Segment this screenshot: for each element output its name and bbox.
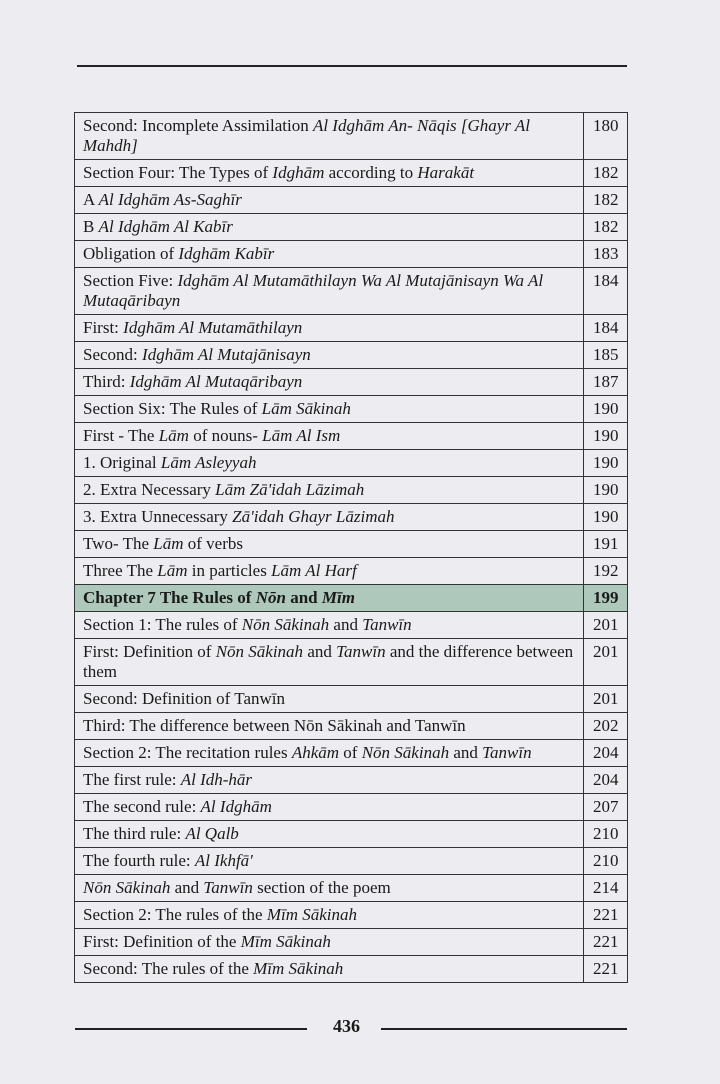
toc-term-italic: Nōn Sākinah [83, 878, 171, 897]
page-number: 436 [333, 1016, 360, 1036]
toc-row [75, 902, 628, 929]
table-of-contents [74, 112, 628, 983]
toc-text: Section 1: The rules of [83, 615, 242, 634]
toc-entry-title [75, 396, 584, 423]
toc-row [75, 315, 628, 342]
toc-entry-title [75, 241, 584, 268]
header-rule [77, 65, 627, 67]
toc-term-italic: Tanwīn [362, 615, 412, 634]
toc-entry-title [75, 767, 584, 794]
toc-text: 1. Original [83, 453, 161, 472]
toc-entry-title [75, 342, 584, 369]
toc-text: First: Definition of the [83, 932, 241, 951]
toc-term-italic: Nōn Sākinah [215, 642, 304, 661]
toc-page-number: 201 [584, 639, 628, 686]
toc-text: Section Six: The Rules of [83, 399, 262, 418]
footer-rule-right [381, 1028, 627, 1030]
toc-entry-title [75, 794, 584, 821]
toc-row [75, 875, 628, 902]
toc-term-italic: Idghām [272, 163, 325, 182]
toc-row [75, 342, 628, 369]
toc-text: The third rule: [83, 824, 186, 843]
toc-entry-title [75, 639, 584, 686]
toc-text: Third: [83, 372, 130, 391]
toc-entry-title [75, 423, 584, 450]
toc-row [75, 531, 628, 558]
toc-entry-title [75, 268, 584, 315]
toc-row [75, 740, 628, 767]
toc-page-number: 191 [584, 531, 628, 558]
toc-page-number: 214 [584, 875, 628, 902]
toc-entry-title [75, 531, 584, 558]
toc-row [75, 767, 628, 794]
toc-text: Second: [83, 345, 143, 364]
toc-page-number: 199 [584, 585, 628, 612]
toc-row [75, 848, 628, 875]
toc-text: of [339, 743, 362, 762]
toc-term-italic: Al Idghām Al Kabīr [98, 217, 233, 236]
toc-page-number: 207 [584, 794, 628, 821]
toc-term-italic: Al Ikhfā' [194, 851, 253, 870]
toc-text: and the difference between them [83, 642, 574, 681]
toc-page-number: 190 [584, 396, 628, 423]
toc-row [75, 558, 628, 585]
toc-text: according to [324, 163, 418, 182]
toc-page-number: 192 [584, 558, 628, 585]
toc-text: Section Five: [83, 271, 178, 290]
toc-term-italic: Tanwīn [482, 743, 532, 762]
toc-entry-title [75, 315, 584, 342]
toc-text: Obligation of [83, 244, 179, 263]
toc-term-italic: Al Idh-hār [180, 770, 253, 789]
toc-page-number: 204 [584, 767, 628, 794]
page-footer [75, 1016, 627, 1040]
toc-text: The second rule: [83, 797, 201, 816]
toc-text: Two- The [83, 534, 154, 553]
toc-entry-title [75, 848, 584, 875]
toc-term-italic: Lām Al Ism [262, 426, 341, 445]
toc-text: Third: The difference between Nōn Sākinah and Tanwīn [83, 716, 466, 735]
toc-page-number: 184 [584, 268, 628, 315]
toc-page-number: 190 [584, 450, 628, 477]
toc-entry-title [75, 740, 584, 767]
toc-term-italic: Lām [157, 561, 188, 580]
toc-page-number: 187 [584, 369, 628, 396]
toc-page-number: 182 [584, 187, 628, 214]
toc-page-number: 221 [584, 956, 628, 983]
toc-term-italic: Al Idghām As-Saghīr [98, 190, 242, 209]
toc-entry-title [75, 585, 584, 612]
footer-rule-left [75, 1028, 307, 1030]
toc-row [75, 369, 628, 396]
toc-term-italic: Idghām Al Mutamāthilayn [123, 318, 303, 337]
toc-page-number: 184 [584, 315, 628, 342]
toc-text: Second: The rules of the [83, 959, 254, 978]
toc-entry-title [75, 612, 584, 639]
toc-page-number: 182 [584, 214, 628, 241]
toc-term-italic: Idghām Kabīr [178, 244, 275, 263]
toc-entry-title [75, 875, 584, 902]
toc-page-number: 210 [584, 848, 628, 875]
toc-entry-title [75, 113, 584, 160]
toc-entry-title [75, 821, 584, 848]
toc-term-italic: Lām Al Harf [271, 561, 357, 580]
toc-row [75, 450, 628, 477]
toc-entry-title [75, 686, 584, 713]
toc-row [75, 160, 628, 187]
toc-term-italic: Mīm Sākinah [240, 932, 331, 951]
toc-text: Section Four: The Types of [83, 163, 273, 182]
toc-entry-title [75, 558, 584, 585]
toc-page-number: 190 [584, 504, 628, 531]
toc-page-number: 180 [584, 113, 628, 160]
toc-page-number: 183 [584, 241, 628, 268]
toc-chapter-row [75, 585, 628, 612]
toc-page-number: 201 [584, 612, 628, 639]
toc-text: Section 2: The recitation rules [83, 743, 292, 762]
toc-page-number: 202 [584, 713, 628, 740]
toc-row [75, 504, 628, 531]
toc-row [75, 929, 628, 956]
toc-text: and [449, 743, 483, 762]
toc-entry-title [75, 504, 584, 531]
toc-entry-title [75, 902, 584, 929]
toc-entry-title [75, 929, 584, 956]
toc-entry-title [75, 956, 584, 983]
toc-page-number: 210 [584, 821, 628, 848]
toc-row [75, 794, 628, 821]
toc-page-number: 190 [584, 477, 628, 504]
toc-term-italic: Mīm Sākinah [253, 959, 344, 978]
toc-row [75, 956, 628, 983]
toc-text: 3. Extra Unnecessary [83, 507, 233, 526]
toc-text: The first rule: [83, 770, 181, 789]
toc-text: B [83, 217, 99, 236]
toc-row [75, 477, 628, 504]
toc-entry-title [75, 450, 584, 477]
toc-page-number: 182 [584, 160, 628, 187]
toc-term-italic: Lām Sākinah [261, 399, 351, 418]
toc-row [75, 268, 628, 315]
toc-text: and [170, 878, 204, 897]
toc-text: of nouns- [188, 426, 263, 445]
toc-text: First - The [83, 426, 159, 445]
toc-text: and [329, 615, 363, 634]
toc-term-italic: Idghām Al Mutaqāribayn [129, 372, 303, 391]
toc-term-italic: Zā'idah Ghayr Lāzimah [232, 507, 395, 526]
toc-text: Second: Definition of Tanwīn [83, 689, 285, 708]
toc-term-italic: Al Qalb [185, 824, 239, 843]
toc-entry-title [75, 369, 584, 396]
toc-entry-title [75, 214, 584, 241]
toc-row [75, 241, 628, 268]
toc-row [75, 113, 628, 160]
toc-text: First: [83, 318, 124, 337]
toc-page-number: 190 [584, 423, 628, 450]
toc-row [75, 686, 628, 713]
toc-entry-title [75, 713, 584, 740]
toc-text: Three The [83, 561, 158, 580]
toc-text: Section 2: The rules of the [83, 905, 267, 924]
toc-text: 2. Extra Necessary [83, 480, 216, 499]
toc-row [75, 396, 628, 423]
toc-term-italic: Tanwīn [203, 878, 253, 897]
toc-term-italic: Tanwīn [336, 642, 386, 661]
toc-term-italic: Harakāt [417, 163, 475, 182]
toc-term-italic: Lām [158, 426, 189, 445]
toc-entry-title [75, 187, 584, 214]
toc-term-italic: Idghām Al Mutajānisayn [142, 345, 311, 364]
toc-row [75, 821, 628, 848]
toc-text: section of the poem [252, 878, 391, 897]
toc-row [75, 639, 628, 686]
toc-term-italic: Ahkām [291, 743, 340, 762]
toc-row [75, 214, 628, 241]
toc-text: and [285, 588, 322, 607]
toc-term-italic: Lām Asleyyah [160, 453, 257, 472]
toc-text: Chapter 7 The Rules of [83, 588, 256, 607]
toc-term-italic: Mīm [321, 588, 355, 607]
toc-text: and [303, 642, 337, 661]
toc-term-italic: Mīm Sākinah [266, 905, 357, 924]
toc-page-number: 204 [584, 740, 628, 767]
toc-text: of verbs [183, 534, 243, 553]
toc-text: A [83, 190, 99, 209]
toc-term-italic: Al Idghām [200, 797, 272, 816]
toc-row [75, 713, 628, 740]
toc-body [75, 113, 628, 983]
toc-row [75, 187, 628, 214]
toc-term-italic: Lām [153, 534, 184, 553]
toc-entry-title [75, 477, 584, 504]
toc-page-number: 221 [584, 902, 628, 929]
toc-term-italic: Nōn [255, 588, 286, 607]
toc-text: The fourth rule: [83, 851, 195, 870]
toc-entry-title [75, 160, 584, 187]
toc-term-italic: Nōn Sākinah [241, 615, 330, 634]
toc-page-number: 221 [584, 929, 628, 956]
toc-term-italic: Al Idghām An- Nāqis [Ghayr Al Mahdh] [83, 116, 531, 155]
toc-page-number: 201 [584, 686, 628, 713]
toc-row [75, 612, 628, 639]
toc-term-italic: Lām Zā'idah Lāzimah [215, 480, 365, 499]
toc-term-italic: Nōn Sākinah [361, 743, 450, 762]
toc-page-number: 185 [584, 342, 628, 369]
toc-text: in particles [187, 561, 272, 580]
toc-term-italic: Idghām Al Mutamāthilayn Wa Al Mutajānisayn Wa Al Mutaqāribayn [83, 271, 544, 310]
toc-text: Second: Incomplete Assimilation [83, 116, 313, 135]
toc-text: First: Definition of [83, 642, 216, 661]
toc-row [75, 423, 628, 450]
